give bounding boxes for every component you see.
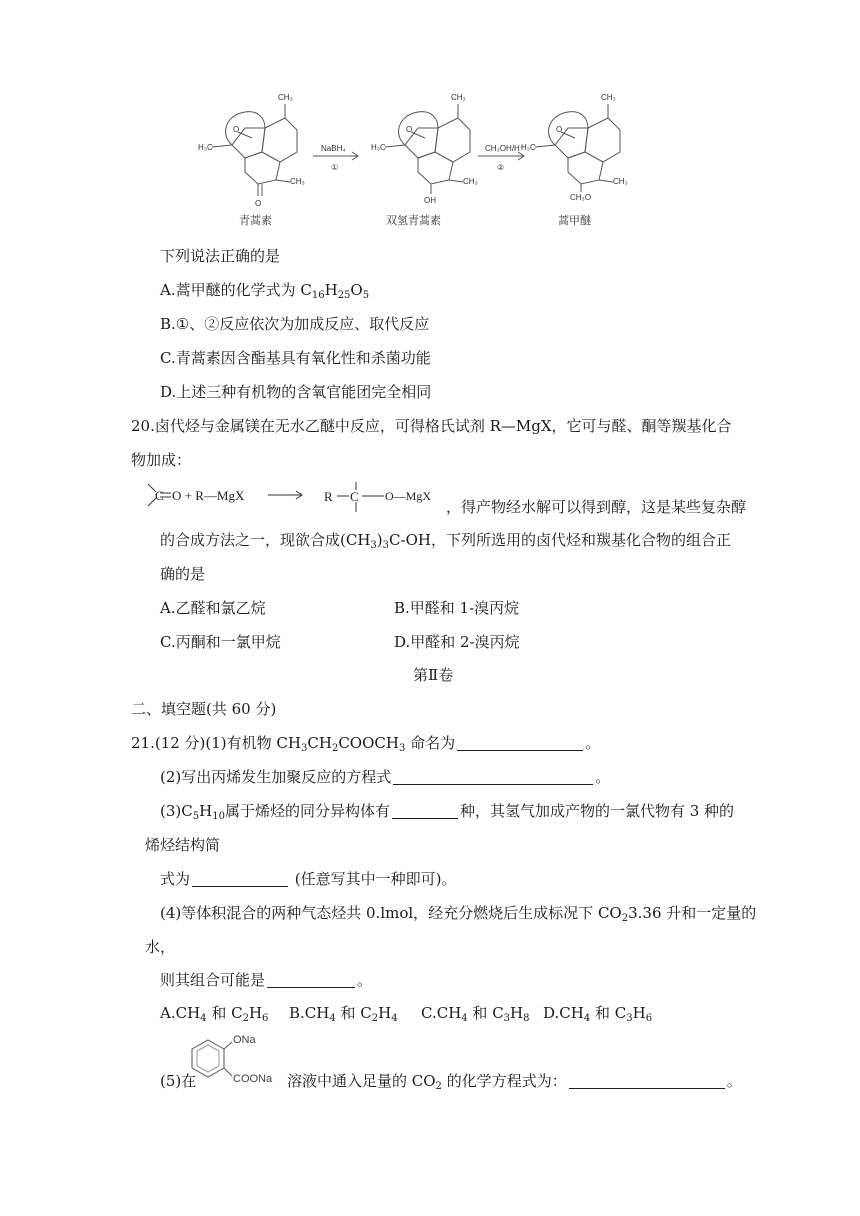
grignard-equation: [138, 476, 448, 520]
h3c-label: H₃C: [371, 143, 386, 152]
part-ii-title: 第Ⅱ卷: [413, 666, 454, 684]
ch3-label: CH₃: [451, 93, 466, 102]
grignard-omgx-label: O—MgX: [385, 489, 432, 503]
ch3o-label: CH₃O: [570, 193, 592, 202]
section-title: 二、填空题(共 60 分): [131, 700, 277, 718]
q21-part4-line2: 水，: [145, 938, 176, 956]
ch3-label: CH₃: [278, 93, 293, 102]
compound-caption-2: 双氢青蒿素: [386, 214, 441, 227]
q19-option-b: B.①、②反应依次为加成反应、取代反应: [160, 315, 430, 333]
q21-part3-line2: 烯烃结构简: [145, 836, 221, 854]
step-1-marker: ①: [331, 163, 339, 172]
artemisinin-structure: [212, 104, 297, 196]
q21-part5: 溶液中通入足量的 $CO_2$ 的化学方程式为： 。: [287, 1072, 742, 1092]
carbonyl-c-label: C: [155, 488, 164, 503]
answer-blank-1[interactable]: [457, 734, 583, 751]
q20-stem-line1: 20.卤代烃与金属镁在无水乙醚中反应，可得格氏试剂 R—MgX，它可与醛、酮等羰基化合: [131, 417, 732, 435]
q21-part4-option-c: $C.CH_4$ 和 $C_3H_8$: [421, 1004, 530, 1024]
sodium-salicylate-structure: [188, 1030, 288, 1090]
q21-part4-option-a: $A.CH_4$ 和 $C_2H_6$: [160, 1004, 269, 1024]
oh-label: OH: [424, 196, 436, 205]
reaction-scheme: [0, 0, 860, 235]
q21-part2: (2)写出丙烯发生加聚反应的方程式 。: [160, 768, 611, 786]
q19-option-a: A.蒿甲醚的化学式为 $C_{16}H_{25}O_5$: [160, 281, 370, 301]
q20-option-a: A.乙醛和氯乙烷: [160, 599, 266, 617]
artemether-structure: [535, 104, 620, 192]
ch3-label: CH₃: [613, 177, 628, 186]
step-2-marker: ②: [497, 163, 505, 172]
q21-part4: (4)等体积混合的两种气态烃共 0.lmol，经充分燃烧后生成标况下 $CO_23.36$ 升和一定量的: [160, 904, 757, 924]
answer-blank-3[interactable]: [392, 802, 458, 819]
q21-part4-option-d: $D.CH_4$ 和 $C_3H_6$: [543, 1004, 653, 1024]
o-label: O: [233, 125, 240, 134]
ch3-label: CH₃: [290, 177, 305, 186]
q20-stem-line2: 物加成：: [131, 451, 192, 469]
q20-stem-line3: 的合成方法之一，现欲合成$(CH_3)_3C-OH$，下列所选用的卤代烃和羰基化合物的组合正: [160, 531, 731, 551]
compound-caption-3: 蒿甲醚: [558, 214, 591, 227]
answer-blank-6[interactable]: [569, 1072, 725, 1089]
q21-part3-line3: 式为 (任意写其中一种即可)。: [160, 870, 457, 888]
q21-part5-pre: (5)在: [160, 1072, 197, 1090]
reagent-1: NaBH₄: [321, 144, 346, 153]
answer-blank-2[interactable]: [393, 768, 593, 785]
q21-part4-line3: 则其组合可能是 。: [160, 971, 373, 989]
q20-option-d: D.甲醛和 2-溴丙烷: [394, 633, 520, 651]
o-label: O: [406, 125, 413, 134]
q19-option-c: C.青蒿素因含酯基具有氧化性和杀菌功能: [160, 349, 431, 367]
o-label: O: [556, 125, 563, 134]
q20-after-equation: ，得产物经水解可以得到醇，这是某些复杂醇: [446, 498, 747, 516]
q20-stem-line4: 确的是: [160, 565, 206, 583]
q20-option-c: C.丙酮和一氯甲烷: [160, 633, 281, 651]
carbonyl-o-label: O: [255, 199, 262, 208]
answer-blank-4[interactable]: [192, 870, 288, 887]
ona-label: ONa: [233, 1034, 256, 1046]
q21-part4-option-b: $B.CH_4$ 和 $C_2H_4$: [289, 1004, 398, 1024]
q19-stem: 下列说法正确的是: [160, 247, 281, 265]
q19-option-d: D.上述三种有机物的含氧官能团完全相同: [160, 383, 432, 401]
dihydroartemisinin-structure: [385, 104, 470, 194]
grignard-c-label: C: [350, 489, 359, 504]
compound-caption-1: 青蒿素: [239, 214, 272, 227]
coona-label: COONa: [233, 1073, 273, 1085]
q20-option-b: B.甲醛和 1-溴丙烷: [394, 599, 520, 617]
q21-part1: 21.(12 分)(1)有机物 $CH_3CH_2COOCH_3$ 命名为 。: [131, 734, 601, 754]
ch3-label: CH₃: [601, 93, 616, 102]
grignard-lhs: O + R—MgX: [172, 488, 245, 503]
grignard-r-label: R: [324, 489, 333, 504]
reagent-2: CH₃OH/H⁺: [485, 144, 525, 153]
h3c-label: H₃C: [521, 143, 536, 152]
answer-blank-5[interactable]: [267, 971, 355, 988]
h3c-label: H₃C: [198, 143, 213, 152]
q21-part3: $(3)C_5H_{10}$属于烯烃的同分异构体有 种，其氢气加成产物的一氯代物有 3 种的: [160, 802, 735, 822]
ch3-label: CH₃: [463, 177, 478, 186]
